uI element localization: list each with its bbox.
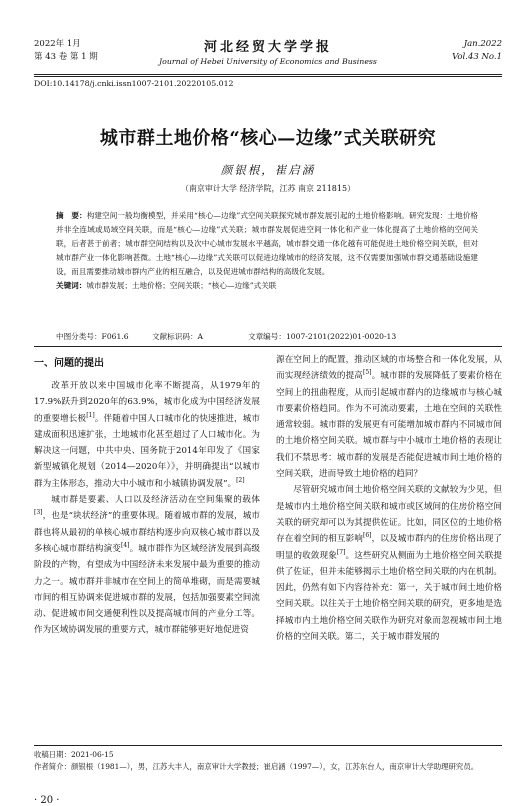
right-column — [276, 352, 502, 645]
paper-title: 城市群土地价格“核心—边缘”式关联研究 — [99, 128, 437, 149]
abstract — [56, 209, 478, 294]
volume-issue-en: Vol.43 No.1 — [452, 52, 502, 62]
issue-info-en — [452, 38, 502, 64]
journal-title — [34, 36, 502, 66]
issue-date-en: Jan.2022 — [463, 39, 502, 49]
footnotes — [34, 745, 502, 773]
journal-title-cn: 河北经贸大学学报 — [203, 40, 332, 55]
classification-meta — [56, 331, 396, 342]
issue-date: 2022年 1月 — [34, 39, 81, 49]
paragraph: 改革开放以来中国城市化率不断提高，从1979年的17.9%跃升到2020年的63.9%，城市化成为中国经济发展的重要增长极[1]。伴随着中国人口城市化的快速推进，城市建成面积迅速扩张，土地城市化甚至超过了人口城市化。为解决这一问题，中共中央、国务院于2014年印发了《国家新型城镇化规划（2014—2020年）》，并明确提出“以城市群为主体形态，推动大中小城市和小城镇协调发展”。[2] — [34, 381, 260, 489]
abstract-label: 摘 要： — [56, 211, 87, 220]
paragraph: 尽管研究城市间土地价格空间关联的文献较为少见，但是城市内土地价格空间关联和城市或区域间的住房价格空间关联的研究却可以为其提供佐证。比如，同区位的土地价格存在着空间的相互影响[6]，以及城市群内的住房价格出现了明显的收敛现象[7]。这些研究从侧面为土地价格空间关联提供了佐证，但并未能够揭示土地价格空间关联的内在机制。因此，仍然有如下内容待补充：第一，关于城市间土地价格空间关联。以往关于土地价格空间关联的研究，更多地是选择城市内土地价格空间关联作为研究对象而忽视城市间土地价格的空间关联。第二，关于城市群发展的 — [276, 485, 502, 643]
abstract-rule — [34, 346, 502, 347]
section-heading: 一、问题的提出 — [34, 358, 104, 369]
citation[interactable]: [3] — [34, 509, 43, 517]
received-date: 收稿日期：2021-06-15 — [34, 750, 114, 759]
keywords-text: 城市群发展；土地价格；空间关联；“核心—边缘”式关联 — [86, 281, 277, 291]
citation[interactable]: [7] — [336, 548, 346, 556]
keywords-label: 关键词： — [56, 281, 87, 291]
header-rule-thin — [34, 76, 502, 77]
document-code: 文献标识码：A — [152, 332, 204, 341]
header-rule — [34, 74, 502, 75]
citation[interactable]: [2] — [236, 476, 245, 484]
clc-number: 中图分类号：F061.6 — [56, 332, 129, 341]
citation[interactable]: [6] — [363, 532, 372, 540]
author-bio: 作者简介：颜银根（1981—），男，江苏大丰人，南京审计大学教授；崔启涵（1997—），女，江苏东台人，南京审计大学助理研究员。 — [34, 762, 479, 771]
paragraph: 源在空间上的配置，推动区域的市场整合和一体化发展，从而实现经济绩效的提高[5]。城市群的发展降低了要素价格在空间上的扭曲程度，从而引起城市群内的边缘城市与核心城市要素价格趋同。作为不可流动要素，土地在空间的关联性通常较弱。城市群的发展更有可能增加城市群内不同城市间的土地价格空间关联。城市群与中小城市土地价格的表现让我们不禁思考：城市群的发展是否能促进城市间土地价格的空间关联，进而导致土地价格的趋同？ — [276, 355, 502, 480]
left-column — [34, 352, 260, 639]
doi: DOI:10.14178/j.cnki.issn1007-2101.20220105.012 — [34, 79, 234, 88]
journal-header — [34, 38, 502, 72]
article-number: 文章编号：1007-2101(2022)01-0020-13 — [248, 332, 397, 341]
citation[interactable]: [1] — [86, 411, 95, 419]
citation[interactable]: [5] — [363, 369, 372, 377]
citation[interactable]: [4] — [121, 542, 130, 550]
page-number: · 20 · — [34, 795, 60, 806]
authors: 颜银根，崔启涵 — [220, 163, 316, 177]
paragraph: 城市群是要素、人口以及经济活动在空间集聚的载体[3]，也是“块状经济”的重要体现。随着城市群的发展，城市群也将从最初的单核心城市群结构逐步向双核心城市群以及多核心城市群结构演变[4]。城市群作为区域经济发展到高级阶段的产物，有望成为中国经济未来发展中最为重要的推动力之一。城市群并非城市在空间上的简单堆砌，而是需要城市间的相互协调来促进城市群的发展，包括加强要素空间流动、促进城市间交通便利性以及提高城市间的产业分工等。作为区域协调发展的重要方式，城市群能够更好地促进资 — [34, 495, 260, 636]
journal-title-en: Journal of Hebei University of Economics and Business — [159, 57, 377, 66]
abstract-text: 构建空间一般均衡模型，并采用“核心—边缘”式空间关联探究城市群发展引起的土地价格影响。研究发现：土地价格并非全连域或局域空间关联，而是“核心—边缘”式关联；城市群发展促进空间一体化和产业一体化提高了土地价格的空间关联，后者甚于前者；城市群空间结构以及次中心城市发展水平越高，城市群交通一体化越有可能促进土地价格空间关联，但对城市群产业一体化影响甚微。土地“核心—边缘”式关联可以促进边缘城市的经济发展，这不仅需要加强城市群交通基础设施建设，而且需要推动城市群内产业的相互融合，以及促进城市群结构的高级化发展。 — [56, 211, 479, 277]
affiliation: （南京审计大学 经济学院，江苏 南京 211815） — [180, 184, 356, 193]
volume-issue: 第 43 卷 第 1 期 — [34, 52, 98, 62]
